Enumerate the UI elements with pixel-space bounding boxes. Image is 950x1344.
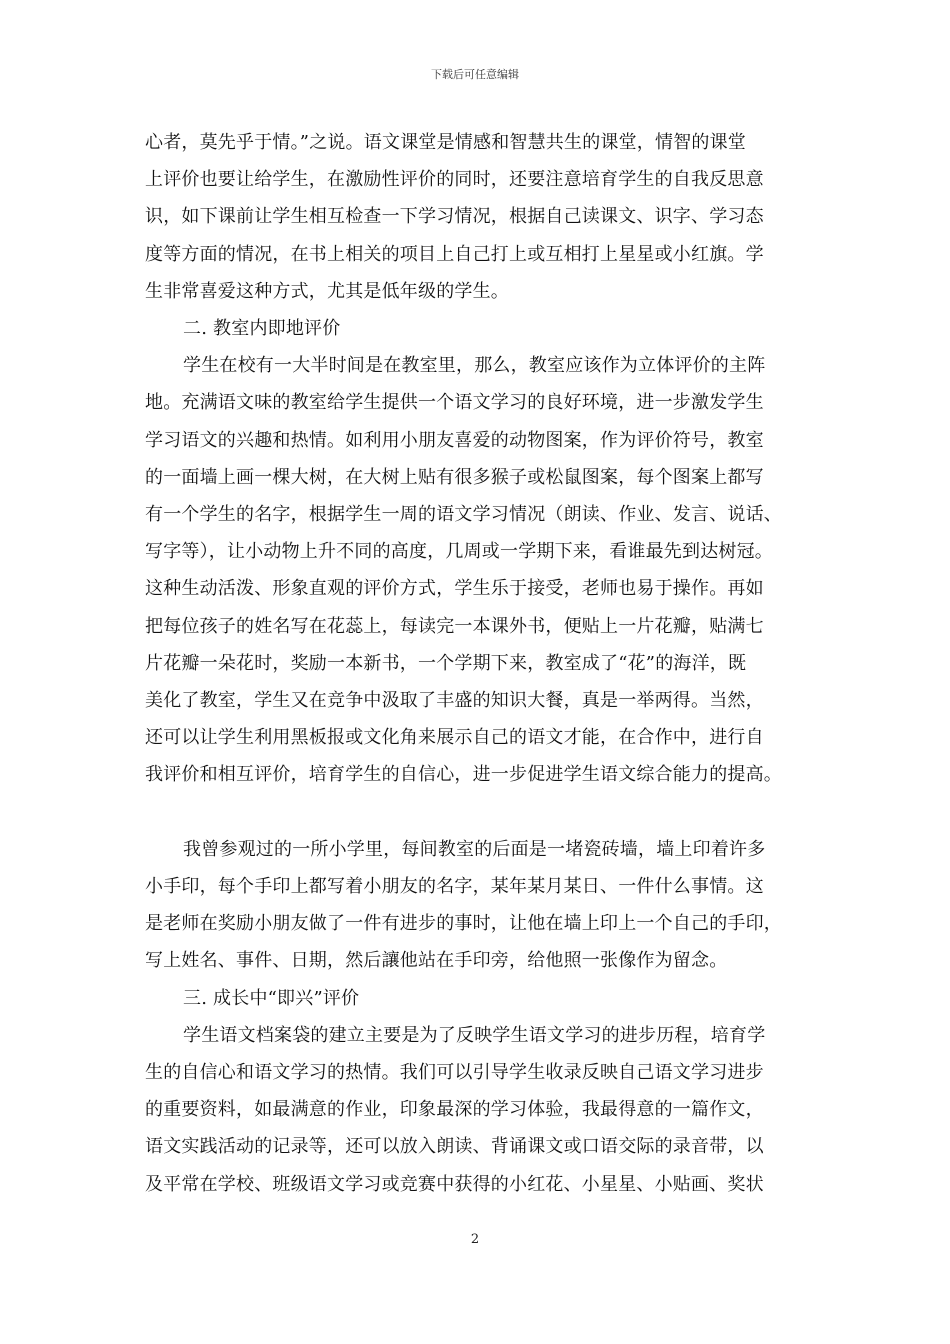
text-line: 把每位孩子的姓名写在花蕊上，每读完一本课外书，便贴上一片花瓣，贴满七 xyxy=(145,615,764,637)
page-header: 下载后可任意编辑 xyxy=(431,68,519,81)
section-heading: 二. 教室内即地评价 xyxy=(183,318,341,340)
text-line: 是老师在奖励小朋友做了一件有进步的事时，让他在墙上印上一个自己的手印， xyxy=(145,913,782,935)
text-line: 学习语文的兴趣和热情。如利用小朋友喜爱的动物图案，作为评价符号，教室 xyxy=(145,429,764,451)
section-heading: 三. 成长中“即兴”评价 xyxy=(183,987,360,1009)
text-line: 上评价也要让给学生，在激励性评价的同时，还要注意培育学生的自我反思意 xyxy=(145,169,764,191)
text-line: 我曾参观过的一所小学里，每间教室的后面是一堵瓷砖墙，墙上印着许多 xyxy=(183,838,766,860)
text-line: 写字等），让小动物上升不同的高度，几周或一学期下来，看谁最先到达树冠。 xyxy=(145,541,773,563)
document-body xyxy=(145,124,825,1203)
text-line: 片花瓣一朵花时，奖励一本新书，一个学期下来，教室成了“花”的海洋，既 xyxy=(145,652,747,674)
text-line: 及平常在学校、班级语文学习或竞赛中获得的小红花、小星星、小贴画、奖状 xyxy=(145,1173,764,1195)
paragraph-gap xyxy=(145,794,825,831)
text-line: 地。充满语文味的教室给学生提供一个语文学习的良好环境，进一步激发学生 xyxy=(145,392,764,414)
text-line: 美化了教室，学生又在竞争中汲取了丰盛的知识大餐，真是一举两得。当然， xyxy=(145,690,764,712)
text-line: 的一面墙上画一棵大树，在大树上贴有很多猴子或松鼠图案，每个图案上都写 xyxy=(145,466,764,488)
text-line: 度等方面的情况，在书上相关的项目上自己打上或互相打上星星或小红旗。学 xyxy=(145,243,764,265)
text-line: 我评价和相互评价，培育学生的自信心，进一步促进学生语文综合能力的提高。 xyxy=(145,764,782,786)
text-line: 生的自信心和语文学习的热情。我们可以引导学生收录反映自己语文学习进步 xyxy=(145,1062,764,1084)
text-line: 小手印，每个手印上都写着小朋友的名字，某年某月某日、一件什么事情。这 xyxy=(145,876,764,898)
page-number: 2 xyxy=(470,1232,480,1247)
text-line: 识，如下课前让学生相互检查一下学习情况，根据自己读课文、识字、学习态 xyxy=(145,206,764,228)
text-line: 心者，莫先乎于情。”之说。语文课堂是情感和智慧共生的课堂，情智的课堂 xyxy=(145,132,746,153)
text-line: 有一个学生的名字，根据学生一周的语文学习情况（朗读、作业、发言、说话、 xyxy=(145,504,782,526)
text-line: 学生语文档案袋的建立主要是为了反映学生语文学习的进步历程，培育学 xyxy=(183,1024,766,1046)
text-line: 生非常喜爱这种方式，尤其是低年级的学生。 xyxy=(145,280,509,302)
text-line: 的重要资料，如最满意的作业，印象最深的学习体验，我最得意的一篇作文， xyxy=(145,1099,764,1121)
text-line: 学生在校有一大半时间是在教室里，那么，教室应该作为立体评价的主阵 xyxy=(183,355,766,377)
text-line: 这种生动活泼、形象直观的评价方式，学生乐于接受，老师也易于操作。再如 xyxy=(145,578,764,600)
text-line: 语文实践活动的记录等，还可以放入朗读、背诵课文或口语交际的录音带，以 xyxy=(145,1136,764,1158)
text-line: 还可以让学生利用黑板报或文化角来展示自己的语文才能，在合作中，进行自 xyxy=(145,727,764,749)
text-line: 写上姓名、事件、日期，然后讓他站在手印旁，给他照一张像作为留念。 xyxy=(145,950,728,972)
